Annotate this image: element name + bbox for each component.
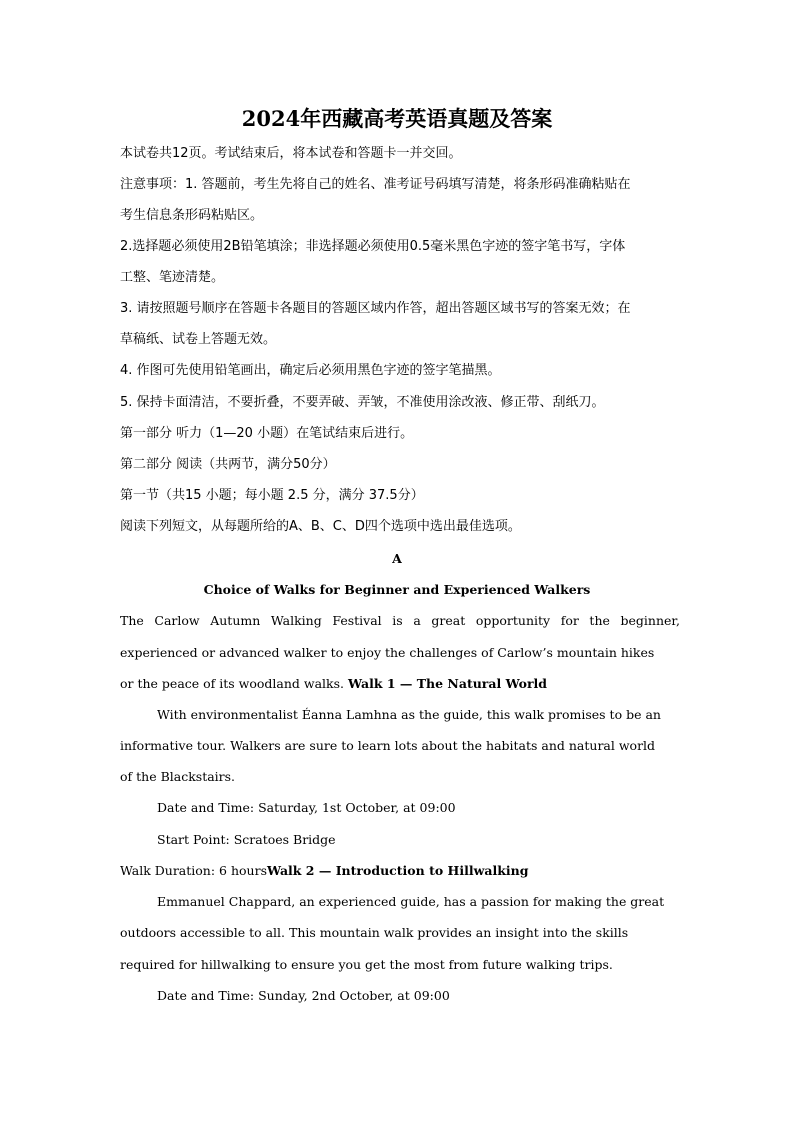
walk-2-desc-line-2: outdoors accessible to all. This mountain walk provides an insight into the skills xyxy=(120,925,629,940)
section-1-heading: 第一节（共15 小题；每小题 2.5 分，满分 37.5分） xyxy=(120,488,424,503)
walk-1-title: Walk 1 — The Natural World xyxy=(348,676,548,691)
note-3-line-2: 草稿纸、试卷上答题无效。 xyxy=(120,332,277,347)
part-2-reading: 第二部分 阅读（共两节，满分50分） xyxy=(120,457,336,472)
walk-2-date-time: Date and Time: Sunday, 2nd October, at 09:00 xyxy=(157,988,450,1003)
passage-intro-line-3-text: or the peace of its woodland walks. xyxy=(120,676,345,691)
walk-1-desc-line-3: of the Blackstairs. xyxy=(120,769,236,784)
note-2-line-1: 2.选择题必须使用2B铅笔填涂；非选择题必须使用0.5毫米黑色字迹的签字笔书写，字体 xyxy=(120,239,626,254)
passage-intro-line-2: experienced or advanced walker to enjoy the challenges of Carlow’s mountain hikes xyxy=(120,645,655,660)
walk-1-desc-line-1: With environmentalist Éanna Lamhna as the guide, this walk promises to be an xyxy=(157,707,661,722)
exam-intro: 本试卷共12页。考试结束后，将本试卷和答题卡一并交回。 xyxy=(120,146,462,161)
passage-intro-line-3 xyxy=(120,675,680,693)
note-2-line-2: 工整、笔迹清楚。 xyxy=(120,270,225,285)
passage-label: A xyxy=(392,551,402,566)
walk-2-title: Walk 2 — Introduction to Hillwalking xyxy=(267,863,529,878)
passage-heading: Choice of Walks for Beginner and Experienced Walkers xyxy=(203,582,591,597)
note-5: 5. 保持卡面清洁，不要折叠，不要弄破、弄皱，不准使用涂改液、修正带、刮纸刀。 xyxy=(120,395,605,410)
walk-1-desc-line-2: informative tour. Walkers are sure to learn lots about the habitats and natural world xyxy=(120,738,656,753)
walk-1-start-point: Start Point: Scratoes Bridge xyxy=(157,832,336,847)
passage-intro-line-1: The Carlow Autumn Walking Festival is a great opportunity for the beginner, xyxy=(120,613,680,628)
part-1-listening: 第一部分 听力（1—20 小题）在笔试结束后进行。 xyxy=(120,426,414,441)
walk-1-duration-line xyxy=(120,862,680,880)
note-1-line-1: 注意事项：1. 答题前，考生先将自己的姓名、准考证号码填写清楚，将条形码准确粘贴在 xyxy=(120,177,631,192)
note-4: 4. 作图可先使用铅笔画出，确定后必须用黑色字迹的签字笔描黑。 xyxy=(120,363,501,378)
walk-1-duration: Walk Duration: 6 hours xyxy=(120,863,267,878)
reading-directions: 阅读下列短文，从每题所给的A、B、C、D四个选项中选出最佳选项。 xyxy=(120,519,521,534)
page-title: 2024年西藏高考英语真题及答案 xyxy=(241,106,553,131)
note-3-line-1: 3. 请按照题号顺序在答题卡各题目的答题区域内作答，超出答题区域书写的答案无效；在 xyxy=(120,301,631,316)
walk-2-desc-line-3: required for hillwalking to ensure you get the most from future walking trips. xyxy=(120,957,613,972)
walk-1-date-time: Date and Time: Saturday, 1st October, at 09:00 xyxy=(157,800,456,815)
walk-2-desc-line-1: Emmanuel Chappard, an experienced guide, has a passion for making the great xyxy=(157,894,665,909)
note-1-line-2: 考生信息条形码粘贴区。 xyxy=(120,208,264,223)
